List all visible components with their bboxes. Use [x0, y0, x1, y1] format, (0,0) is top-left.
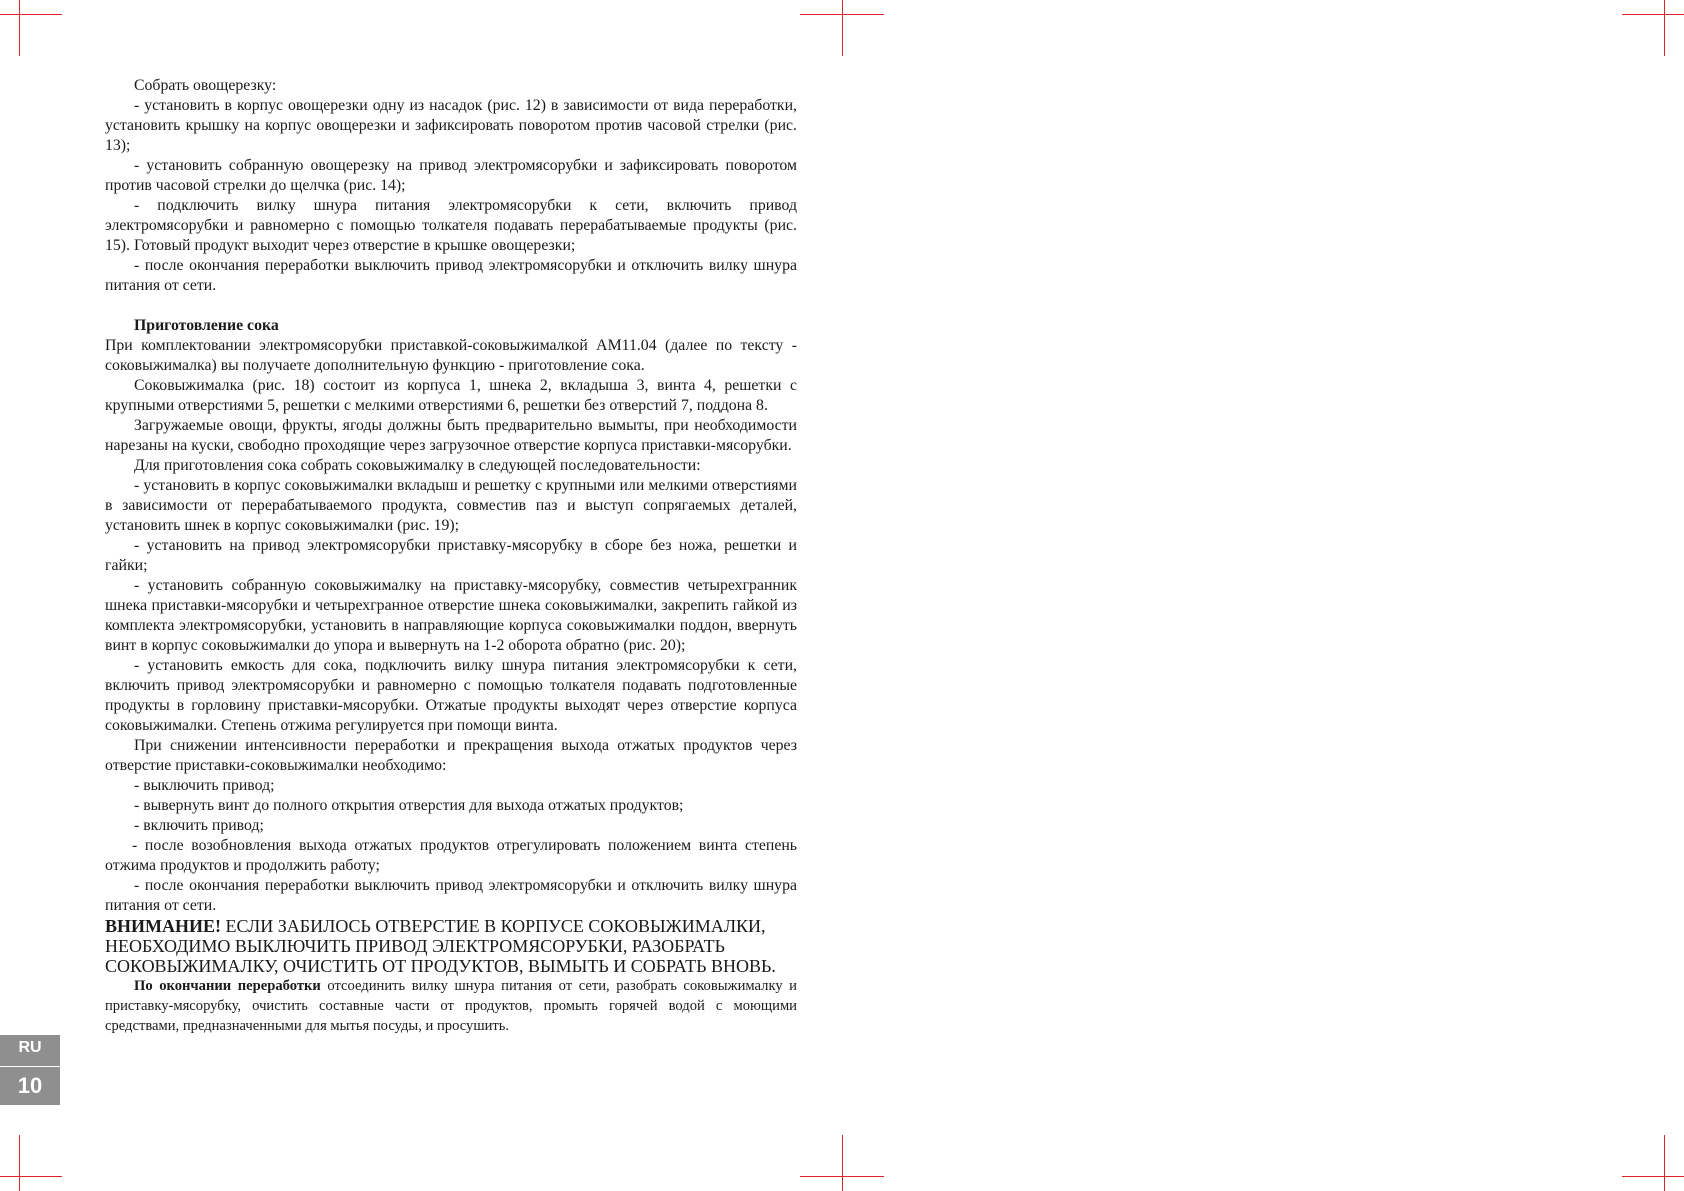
page-number-tab	[0, 1035, 60, 1105]
document-body	[105, 76, 797, 1036]
paragraph: - установить собранную соковыжималку на приставку-мясорубку, совместив четырехгранник шнека приставки-мясорубки и четырехгранное отверстие шнека соковыжималки, закрепить гайкой из комплекта электромясорубки, установить в направляющие корпуса соковыжималки поддон, ввернуть винт в корпус соковыжималки до упора и вывернуть на 1-2 оборота обратно (рис. 20);	[105, 577, 797, 654]
warning-label: ВНИМАНИЕ!	[105, 916, 221, 936]
paragraph: Собрать овощерезку:	[134, 77, 277, 94]
crop-mark	[1664, 0, 1665, 56]
paragraph: - вывернуть винт до полного открытия отверстия для выхода отжатых продуктов;	[134, 797, 684, 814]
crop-mark	[19, 0, 20, 56]
crop-mark	[800, 1176, 884, 1177]
paragraph: - подключить вилку шнура питания электромясорубки к сети, включить привод электромясорубки и равномерно с помощью толкателя подавать перерабатываемые продукты (рис. 15). Готовый продукт выходит через отверстие в крышке овощерезки;	[105, 197, 797, 254]
vegetable-cutter-instructions	[105, 76, 797, 296]
paragraph: Загружаемые овощи, фрукты, ягоды должны быть предварительно вымыты, при необходимости нарезаны на куски, свободно проходящие через загрузочное отверстие корпуса приставки-мясорубки.	[105, 417, 797, 454]
page-number: 10	[17, 1073, 43, 1098]
section-heading: Приготовление сока	[134, 317, 279, 334]
paragraph: - установить емкость для сока, подключить вилку шнура питания электромясорубки к сети, включить привод электромясорубки и равномерно с помощью толкателя подавать подготовленные продукты в горловину приставки-мясорубки. Отжатые продукты выходят через отверстие корпуса соковыжималки. Степень отжима регулируется при помощи винта.	[105, 657, 797, 734]
warning-text: ЕСЛИ ЗАБИЛОСЬ ОТВЕРСТИЕ В КОРПУСЕ СОКОВЫЖИМАЛКИ, НЕОБХОДИМО ВЫКЛЮЧИТЬ ПРИВОД ЭЛЕКТРОМЯСОРУБКИ, РАЗОБРАТЬ СОКОВЫЖИМАЛКУ, ОЧИСТИТЬ ОТ ПРОДУКТОВ, ВЫМЫТЬ И СОБРАТЬ ВНОВЬ.	[105, 916, 776, 976]
paragraph: При снижении интенсивности переработки и прекращения выхода отжатых продуктов через отверстие приставки-соковыжималки необходимо:	[105, 737, 797, 774]
final-text: отсоединить вилку шнура питания от сети, разобрать соковыжималку и приставку-мясорубку, очистить составные части от продуктов, промыть горячей водой с моющими средствами, предназначенными для мытья посуды, и просушить.	[105, 978, 797, 1034]
crop-mark	[19, 1135, 20, 1191]
crop-mark	[800, 14, 884, 15]
language-label: RU	[18, 1039, 42, 1056]
crop-mark	[1622, 14, 1684, 15]
final-paragraph	[105, 976, 797, 1036]
paragraph: - установить в корпус овощерезки одну из насадок (рис. 12) в зависимости от вида переработки, установить крышку на корпус овощерезки и зафиксировать поворотом против часовой стрелки (рис. 13);	[105, 97, 797, 154]
paragraph: - установить в корпус соковыжималки вкладыш и решетку с крупными или мелкими отверстиями в зависимости от перерабатываемого продукта, совместив паз и выступ сопрягаемых деталей, установить шнек в корпус соковыжималки (рис. 19);	[105, 477, 797, 534]
tab-divider	[0, 1066, 60, 1067]
crop-mark	[1622, 1176, 1684, 1177]
crop-mark	[0, 14, 62, 15]
paragraph: - после окончания переработки выключить привод электромясорубки и отключить вилку шнура питания от сети.	[105, 257, 797, 294]
final-label: По окончании переработки	[134, 978, 321, 994]
paragraph: - выключить привод;	[134, 777, 275, 794]
paragraph: - включить привод;	[134, 817, 264, 834]
warning-notice	[105, 916, 797, 976]
crop-mark	[842, 0, 843, 56]
spacer	[105, 296, 797, 316]
paragraph: - после окончания переработки выключить привод электромясорубки и отключить вилку шнура питания от сети.	[105, 877, 797, 914]
crop-mark	[1664, 1135, 1665, 1191]
paragraph: - установить собранную овощерезку на привод электромясорубки и зафиксировать поворотом против часовой стрелки до щелчка (рис. 14);	[105, 157, 797, 194]
paragraph: Для приготовления сока собрать соковыжималку в следующей последовательности:	[134, 457, 701, 474]
crop-mark	[0, 1176, 62, 1177]
juicer-instructions	[105, 336, 797, 916]
crop-mark	[842, 1135, 843, 1191]
paragraph: При комплектовании электромясорубки приставкой-соковыжималкой AM11.04 (далее по тексту - соковыжималка) вы получаете дополнительную функцию - приготовление сока.	[105, 337, 797, 374]
paragraph: - установить на привод электромясорубки приставку-мясорубку в сборе без ножа, решетки и гайки;	[105, 537, 797, 574]
paragraph: Соковыжималка (рис. 18) состоит из корпуса 1, шнека 2, вкладыша 3, винта 4, решетки с крупными отверстиями 5, решетки с мелкими отверстиями 6, решетки без отверстий 7, поддона 8.	[105, 377, 797, 414]
paragraph: - после возобновления выхода отжатых продуктов отрегулировать положением винта степень отжима продуктов и продолжить работу;	[105, 837, 797, 874]
